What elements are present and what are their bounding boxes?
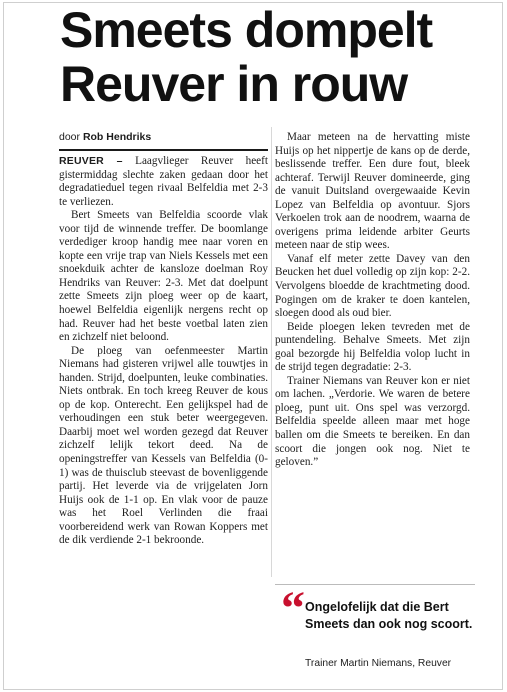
paragraph: Vanaf elf meter zette Davey van den Beucken het duel volledig op zijn kop: 2-2. Vervolgens bloedde de krachtmeting dood. Pogingen om de kraker te doen kantelen, sloegen dood als oud bier.	[275, 252, 470, 320]
paragraph: Trainer Niemans van Reuver kon er niet om lachen. „Verdorie. We waren de betere ploeg, punt uit. Ons spel was verzorgd. Belfeldia speelde alleen maar met hoge ballen om die Smeets te bereiken. En dan scoort die jongen ook nog. Niet te geloven.”	[275, 374, 470, 469]
paragraph: Beide ploegen leken tevreden met de puntendeling. Behalve Smeets. Met zijn goal bezorgde hij Belfeldia volop lucht in de strijd tegen degradatie: 2-3.	[275, 320, 470, 374]
dateline-kicker: REUVER –	[59, 155, 123, 167]
quote-mark-icon: “	[281, 582, 305, 635]
pull-quote	[275, 584, 475, 676]
byline-author: Rob Hendriks	[82, 131, 152, 143]
pull-quote-attribution: Trainer Martin Niemans, Reuver	[305, 658, 452, 669]
paragraph: Bert Smeets van Belfeldia scoorde vlak voor tijd de winnende treffer. De boomlange verdediger kroop handig mee naar voren en kopte een vrije trap van Niels Kessels met een snoekduik achter de kansloze doelman Roy Hendriks van Reuver: 2-3. Met dat doelpunt zette Smeets zijn ploeg weer op de kaart, hoewel Belfeldia eigenlijk nergens recht op had. Reuver had het beste voetbal laten zien en zichzelf niet beloond.	[59, 209, 268, 344]
headline-line-1: Smeets dompelt	[60, 2, 433, 58]
right-column	[275, 131, 470, 470]
paragraph: Maar meteen na de hervatting miste Huijs op het nippertje de kans op de derde, beslissende treffer. Een dure fout, bleek achteraf. Terwijl Reuver domineerde, ging de vanuit Duitsland overgewaaide Kevin Lopez van Belfeldia op avontuur. Sjors Verkoelen trok aan de noodrem, waarna de overigens prima leidende arbiter Geurts meteen naar de stip wees.	[275, 131, 470, 252]
pull-quote-text: Ongelofelijk dat die Bert Smeets dan ook nog scoort.	[305, 600, 473, 631]
byline-prefix: door	[59, 131, 83, 143]
lead-paragraph	[59, 155, 268, 209]
headline-line-2: Reuver in rouw	[60, 56, 408, 112]
headline	[60, 3, 500, 111]
paragraph: De ploeg van oefenmeester Martin Niemans had gisteren vrijwel alle touwtjes in handen. Strijd, doelpunten, leuke combinaties. Niets ontbrak. En toch kreeg Reuver de kous op de kop. Onterecht. Een gelijkspel had de verhoudingen een stuk beter weergegeven. Daarbij moet wel worden gezegd dat Reuver zichzelf lelijk tekort deed. Na de openingstreffer van Kessels van Belfeldia (0-1) was de thuisclub steevast de bovenliggende partij. Het leverde via de vrijgelaten Jorn Huijs ook de 1-1 op. En vlak voor de pauze was het Roel Verlinden die fraai voorbereidend werk van Rowan Koppers met de dik verdiende 2-1 bekroonde.	[59, 344, 268, 547]
column-divider	[271, 127, 272, 577]
lead-text: Laagvlieger Reuver heeft gistermiddag slechte zaken gedaan door het degradatieduel tegen rivaal Belfeldia met 2-3 te verliezen.	[59, 155, 268, 208]
left-column	[59, 131, 268, 548]
byline	[59, 131, 268, 151]
